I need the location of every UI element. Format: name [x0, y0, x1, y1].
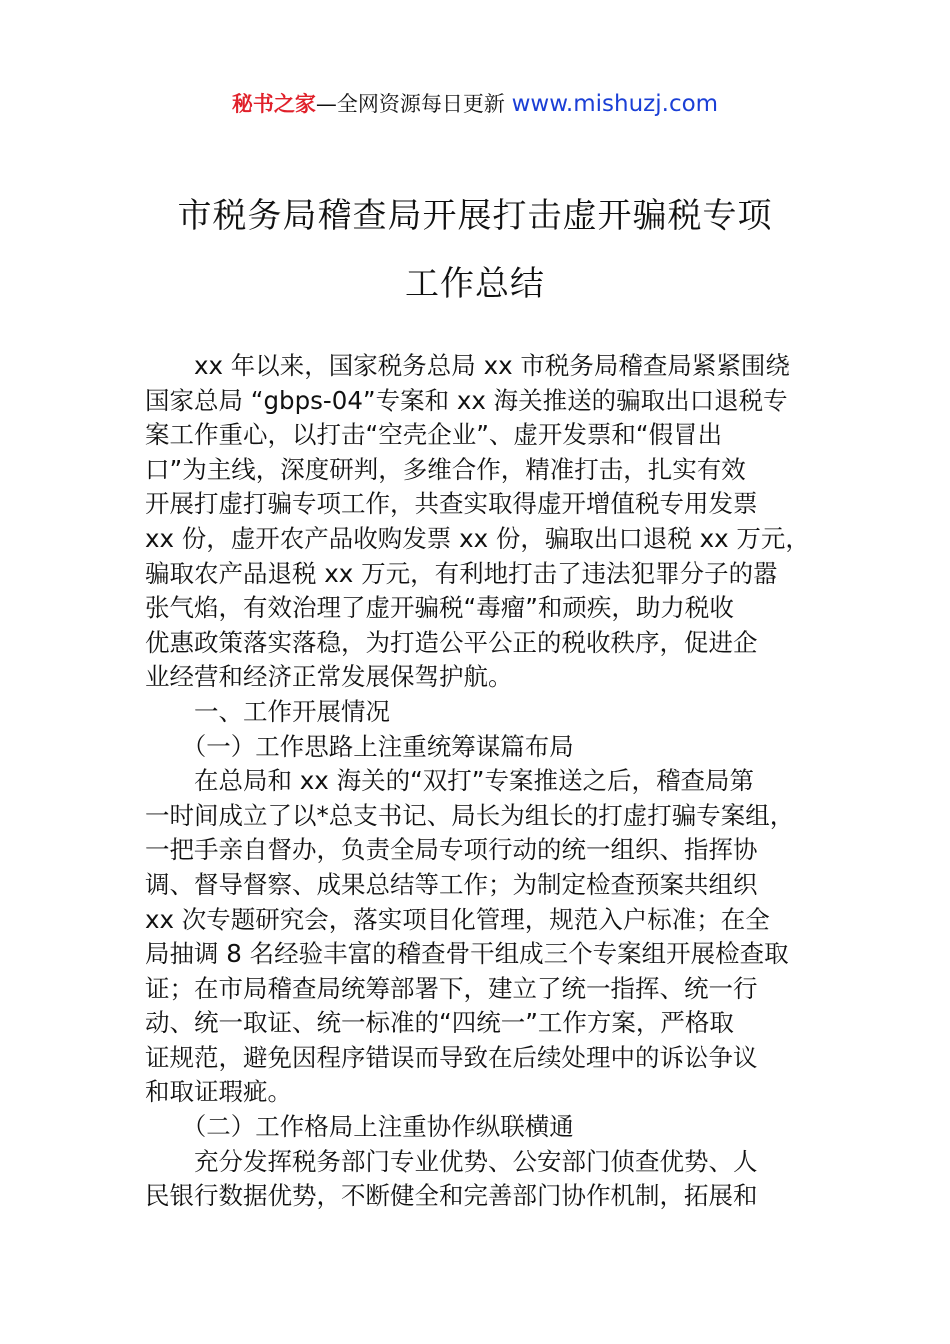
text-line: 一时间成立了以*总支书记、局长为组长的打虚打骗专案组， — [145, 800, 795, 830]
text-line: 骗取农产品退税 xx 万元，有利地打击了违法犯罪分子的嚣 — [145, 558, 778, 588]
header-tagline: —全网资源每日更新 — [315, 92, 512, 116]
brand-name: 秘书之家 — [231, 92, 316, 116]
text-line: （一）工作思路上注重统筹谋篇布局 — [145, 731, 574, 761]
text-line: 开展打虚打骗专项工作，共查实取得虚开增值税专用发票 — [145, 489, 758, 519]
text-line: 一把手亲自督办，负责全局专项行动的统一组织、指挥协 — [145, 835, 758, 865]
text-line: 一、工作开展情况 — [145, 696, 390, 726]
text-line: 证；在市局稽查局统筹部署下，建立了统一指挥、统一行 — [145, 973, 758, 1003]
text-line: 局抽调 8 名经验丰富的稽查骨干组成三个专案组开展检查取 — [145, 939, 789, 969]
text-line: xx 年以来，国家税务总局 xx 市税务局稽查局紧紧围绕 — [145, 351, 790, 380]
text-line: 业经营和经济正常发展保驾护航。 — [145, 662, 513, 692]
text-line: 案工作重心，以打击“空壳企业”、虚开发票和“假冒出 — [145, 420, 723, 450]
text-line: 张气焰，有效治理了虚开骗税“毒瘤”和顽疾，助力税收 — [145, 593, 734, 623]
text-line: 民银行数据优势，不断健全和完善部门协作机制，拓展和 — [145, 1181, 758, 1211]
document-title-line-2: 工作总结 — [405, 264, 545, 304]
text-line: xx 次专题研究会，落实项目化管理，规范入户标准；在全 — [145, 904, 770, 934]
text-line: 国家总局 “gbps-04”专案和 xx 海关推送的骗取出口退税专 — [145, 385, 788, 415]
site-url-link[interactable]: www.mishuzj.com — [511, 91, 719, 117]
site-header — [0, 88, 950, 118]
text-line: 和取证瑕疵。 — [145, 1077, 292, 1107]
text-line: 调、督导督察、成果总结等工作；为制定检查预案共组织 — [145, 869, 758, 899]
text-line: xx 份，虚开农产品收购发票 xx 份，骗取出口退税 xx 万元， — [145, 523, 810, 553]
text-line: （二）工作格局上注重协作纵联横通 — [145, 1112, 574, 1142]
text-line: 证规范，避免因程序错误而导致在后续处理中的诉讼争议 — [145, 1042, 758, 1072]
text-line: 充分发挥税务部门专业优势、公安部门侦查优势、人 — [145, 1146, 758, 1176]
text-line: 在总局和 xx 海关的“双打”专案推送之后，稽查局第 — [145, 766, 754, 796]
text-line: 动、统一取证、统一标准的“四统一”工作方案，严格取 — [145, 1008, 734, 1038]
text-line: 优惠政策落实落稳，为打造公平公正的税收秩序，促进企 — [145, 627, 758, 657]
text-line: 口”为主线，深度研判，多维合作，精准打击，扎实有效 — [145, 454, 746, 484]
document-title-line-1: 市税务局稽查局开展打击虚开骗税专项 — [177, 196, 773, 236]
document-body — [145, 349, 845, 1214]
